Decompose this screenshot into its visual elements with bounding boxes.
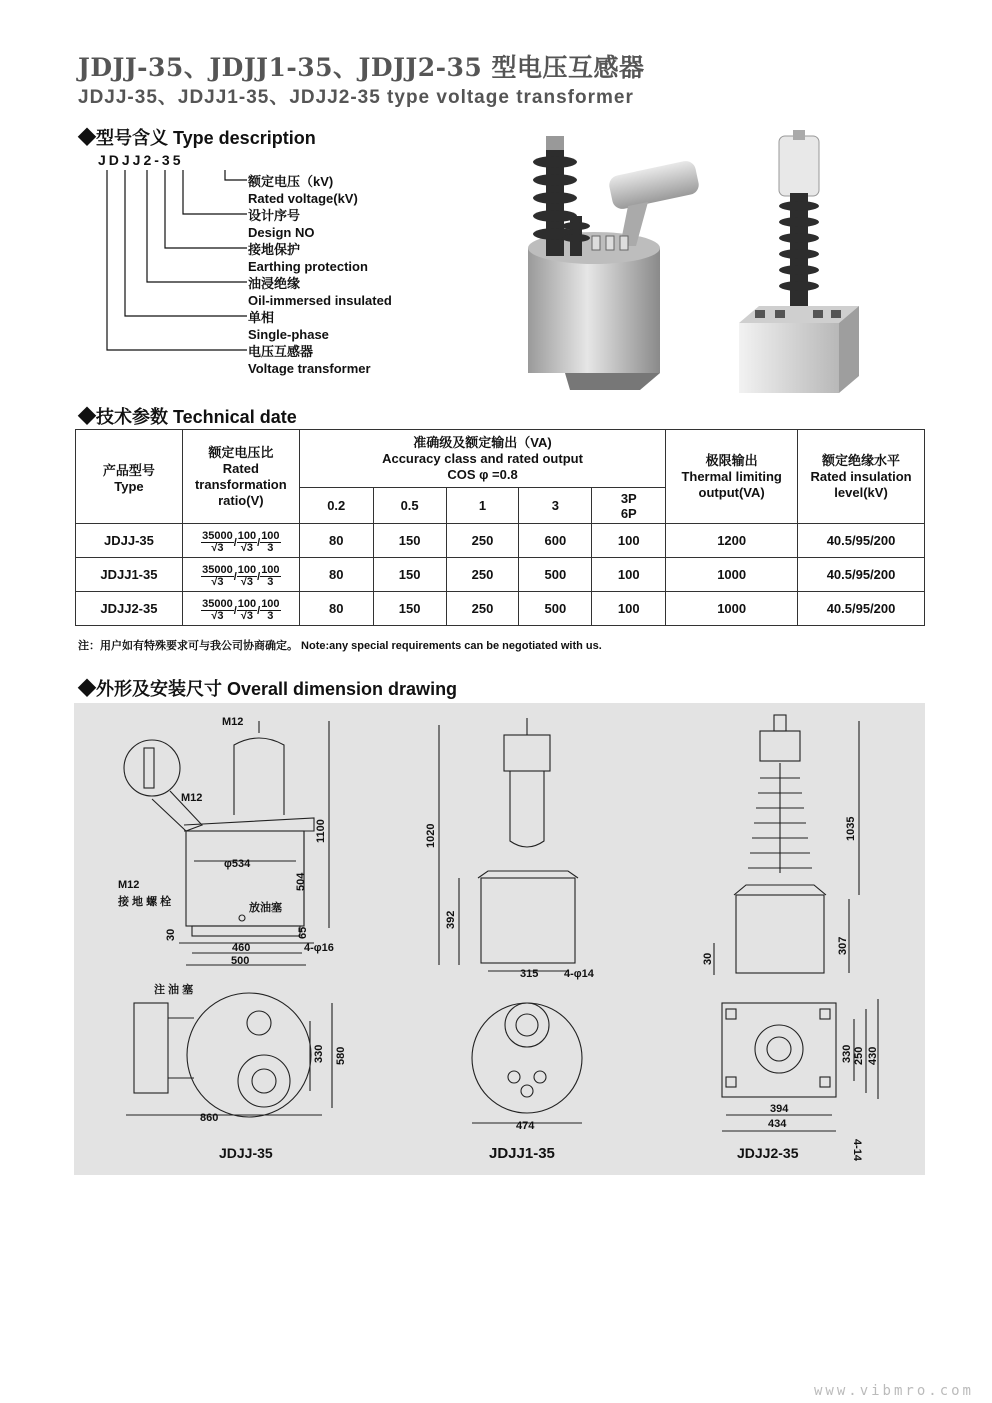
cell-thermal: 1000	[666, 592, 798, 626]
model-code: JDJJ2-35	[98, 152, 184, 168]
cell-insulation: 40.5/95/200	[798, 592, 925, 626]
cell-insulation: 40.5/95/200	[798, 524, 925, 558]
cell-insulation: 40.5/95/200	[798, 558, 925, 592]
table-row	[76, 524, 925, 558]
product-photo-jdjj2-35	[735, 128, 865, 398]
cell-value: 80	[299, 558, 373, 592]
d1-dim-534: φ534	[224, 858, 251, 870]
d1-m12-top: M12	[222, 716, 244, 728]
cell-value: 150	[373, 558, 446, 592]
type-tree-lines	[95, 168, 255, 380]
cell-value: 250	[446, 592, 519, 626]
cell-ratio: 35000 √3 / 100 √3 / 100 3	[182, 524, 299, 558]
product-photo-jdjj35	[510, 128, 710, 393]
d1-dim-460: 460	[232, 942, 251, 954]
th-class-3p6p: 3P 6P	[592, 488, 666, 524]
cell-thermal: 1200	[666, 524, 798, 558]
cell-value: 600	[519, 524, 592, 558]
cell-value: 500	[519, 592, 592, 626]
d1-m12-mid: M12	[181, 792, 203, 804]
d1-dim-330: 330	[313, 1044, 325, 1063]
type-item-phase: 单相 Single-phase	[248, 310, 329, 342]
cell-thermal: 1000	[666, 558, 798, 592]
table-row	[76, 592, 925, 626]
d3-dim-430: 430	[867, 1046, 879, 1065]
cell-ratio: 35000 √3 / 100 √3 / 100 3	[182, 558, 299, 592]
type-item-oil: 油浸绝缘 Oil-immersed insulated	[248, 276, 392, 308]
cell-value: 250	[446, 524, 519, 558]
d1-dim-860: 860	[200, 1112, 219, 1124]
table-row	[76, 558, 925, 592]
d3-dim-30: 30	[702, 952, 714, 965]
cell-value: 100	[592, 524, 666, 558]
type-item-vt: 电压互感器 Voltage transformer	[248, 344, 371, 376]
watermark: www.vibmro.com	[813, 1383, 974, 1399]
type-section-heading: ◆型号含义 Type description	[78, 128, 316, 148]
d3-dim-307: 307	[837, 936, 849, 955]
drawing-section-heading: ◆外形及安装尺寸 Overall dimension drawing	[78, 679, 458, 699]
d1-dim-65: 65	[297, 926, 309, 939]
d1-dim-1100: 1100	[315, 819, 327, 843]
d1-ground-label: 接 地 螺 栓	[118, 896, 172, 908]
tech-table	[75, 429, 925, 626]
cell-value: 80	[299, 592, 373, 626]
cell-ratio: 35000 √3 / 100 √3 / 100 3	[182, 592, 299, 626]
th-accuracy: 准确级及额定输出（VA) Accuracy class and rated output COS φ =0.8	[299, 430, 665, 488]
cell-type: JDJJ-35	[76, 524, 183, 558]
dimension-drawings	[74, 703, 925, 1175]
cell-value: 250	[446, 558, 519, 592]
cell-value: 100	[592, 558, 666, 592]
d3-dim-434: 434	[768, 1118, 787, 1130]
cell-value: 80	[299, 524, 373, 558]
page-title-cn: JDJJ-35、JDJJ1-35、JDJJ2-35 型电压互感器	[78, 53, 645, 82]
th-insulation: 额定绝缘水平 Rated insulation level(kV)	[798, 430, 925, 524]
drawing-label-jdjj2-35: JDJJ2-35	[737, 1145, 799, 1161]
d1-dim-580: 580	[335, 1046, 347, 1065]
th-type: 产品型号 Type	[76, 430, 183, 524]
cell-type: JDJJ2-35	[76, 592, 183, 626]
d2-dim-315: 315	[520, 968, 539, 980]
d3-dim-394: 394	[770, 1103, 789, 1115]
d2-dim-1020: 1020	[425, 823, 437, 848]
th-thermal: 极限输出 Thermal limiting output(VA)	[666, 430, 798, 524]
type-item-design: 设计序号 Design NO	[248, 208, 315, 240]
d3-dim-1035: 1035	[845, 816, 857, 841]
d1-dim-4-16: 4-φ16	[304, 942, 334, 954]
d1-dim-500: 500	[231, 955, 250, 967]
cell-value: 100	[592, 592, 666, 626]
cell-value: 500	[519, 558, 592, 592]
d1-dim-30: 30	[165, 928, 177, 941]
d1-fill-label: 注 油 塞	[154, 984, 194, 996]
d1-drain-label: 放油塞	[249, 902, 282, 914]
type-item-voltage: 额定电压（kV) Rated voltage(kV)	[248, 174, 358, 206]
cell-value: 150	[373, 592, 446, 626]
tech-section-heading: ◆技术参数 Technical date	[78, 407, 297, 427]
drawing-label-jdjj1-35: JDJJ1-35	[489, 1145, 555, 1162]
cell-value: 150	[373, 524, 446, 558]
d2-dim-4-14: 4-φ14	[564, 968, 594, 980]
d3-dim-4-14: 4-14	[851, 1139, 863, 1162]
d3-dim-330: 330	[841, 1044, 853, 1063]
d2-dim-474: 474	[516, 1120, 535, 1132]
th-class: 1	[446, 488, 519, 524]
d2-dim-392: 392	[445, 910, 457, 929]
cell-type: JDJJ1-35	[76, 558, 183, 592]
type-item-earthing: 接地保护 Earthing protection	[248, 242, 368, 274]
th-class: 0.5	[373, 488, 446, 524]
table-note: 注：用户如有特殊要求可与我公司协商确定。 Note:any special requirements can be negotiated with us.	[78, 640, 602, 652]
d1-m12-ground: M12	[118, 879, 140, 891]
d3-dim-250: 250	[853, 1046, 865, 1065]
d1-dim-504: 504	[295, 872, 307, 891]
th-ratio: 额定电压比 Rated transformation ratio(V)	[182, 430, 299, 524]
th-class: 3	[519, 488, 592, 524]
drawing-label-jdjj35: JDJJ-35	[219, 1145, 273, 1161]
page-title-en: JDJJ-35、JDJJ1-35、JDJJ2-35 type voltage transformer	[78, 87, 634, 108]
th-class: 0.2	[299, 488, 373, 524]
